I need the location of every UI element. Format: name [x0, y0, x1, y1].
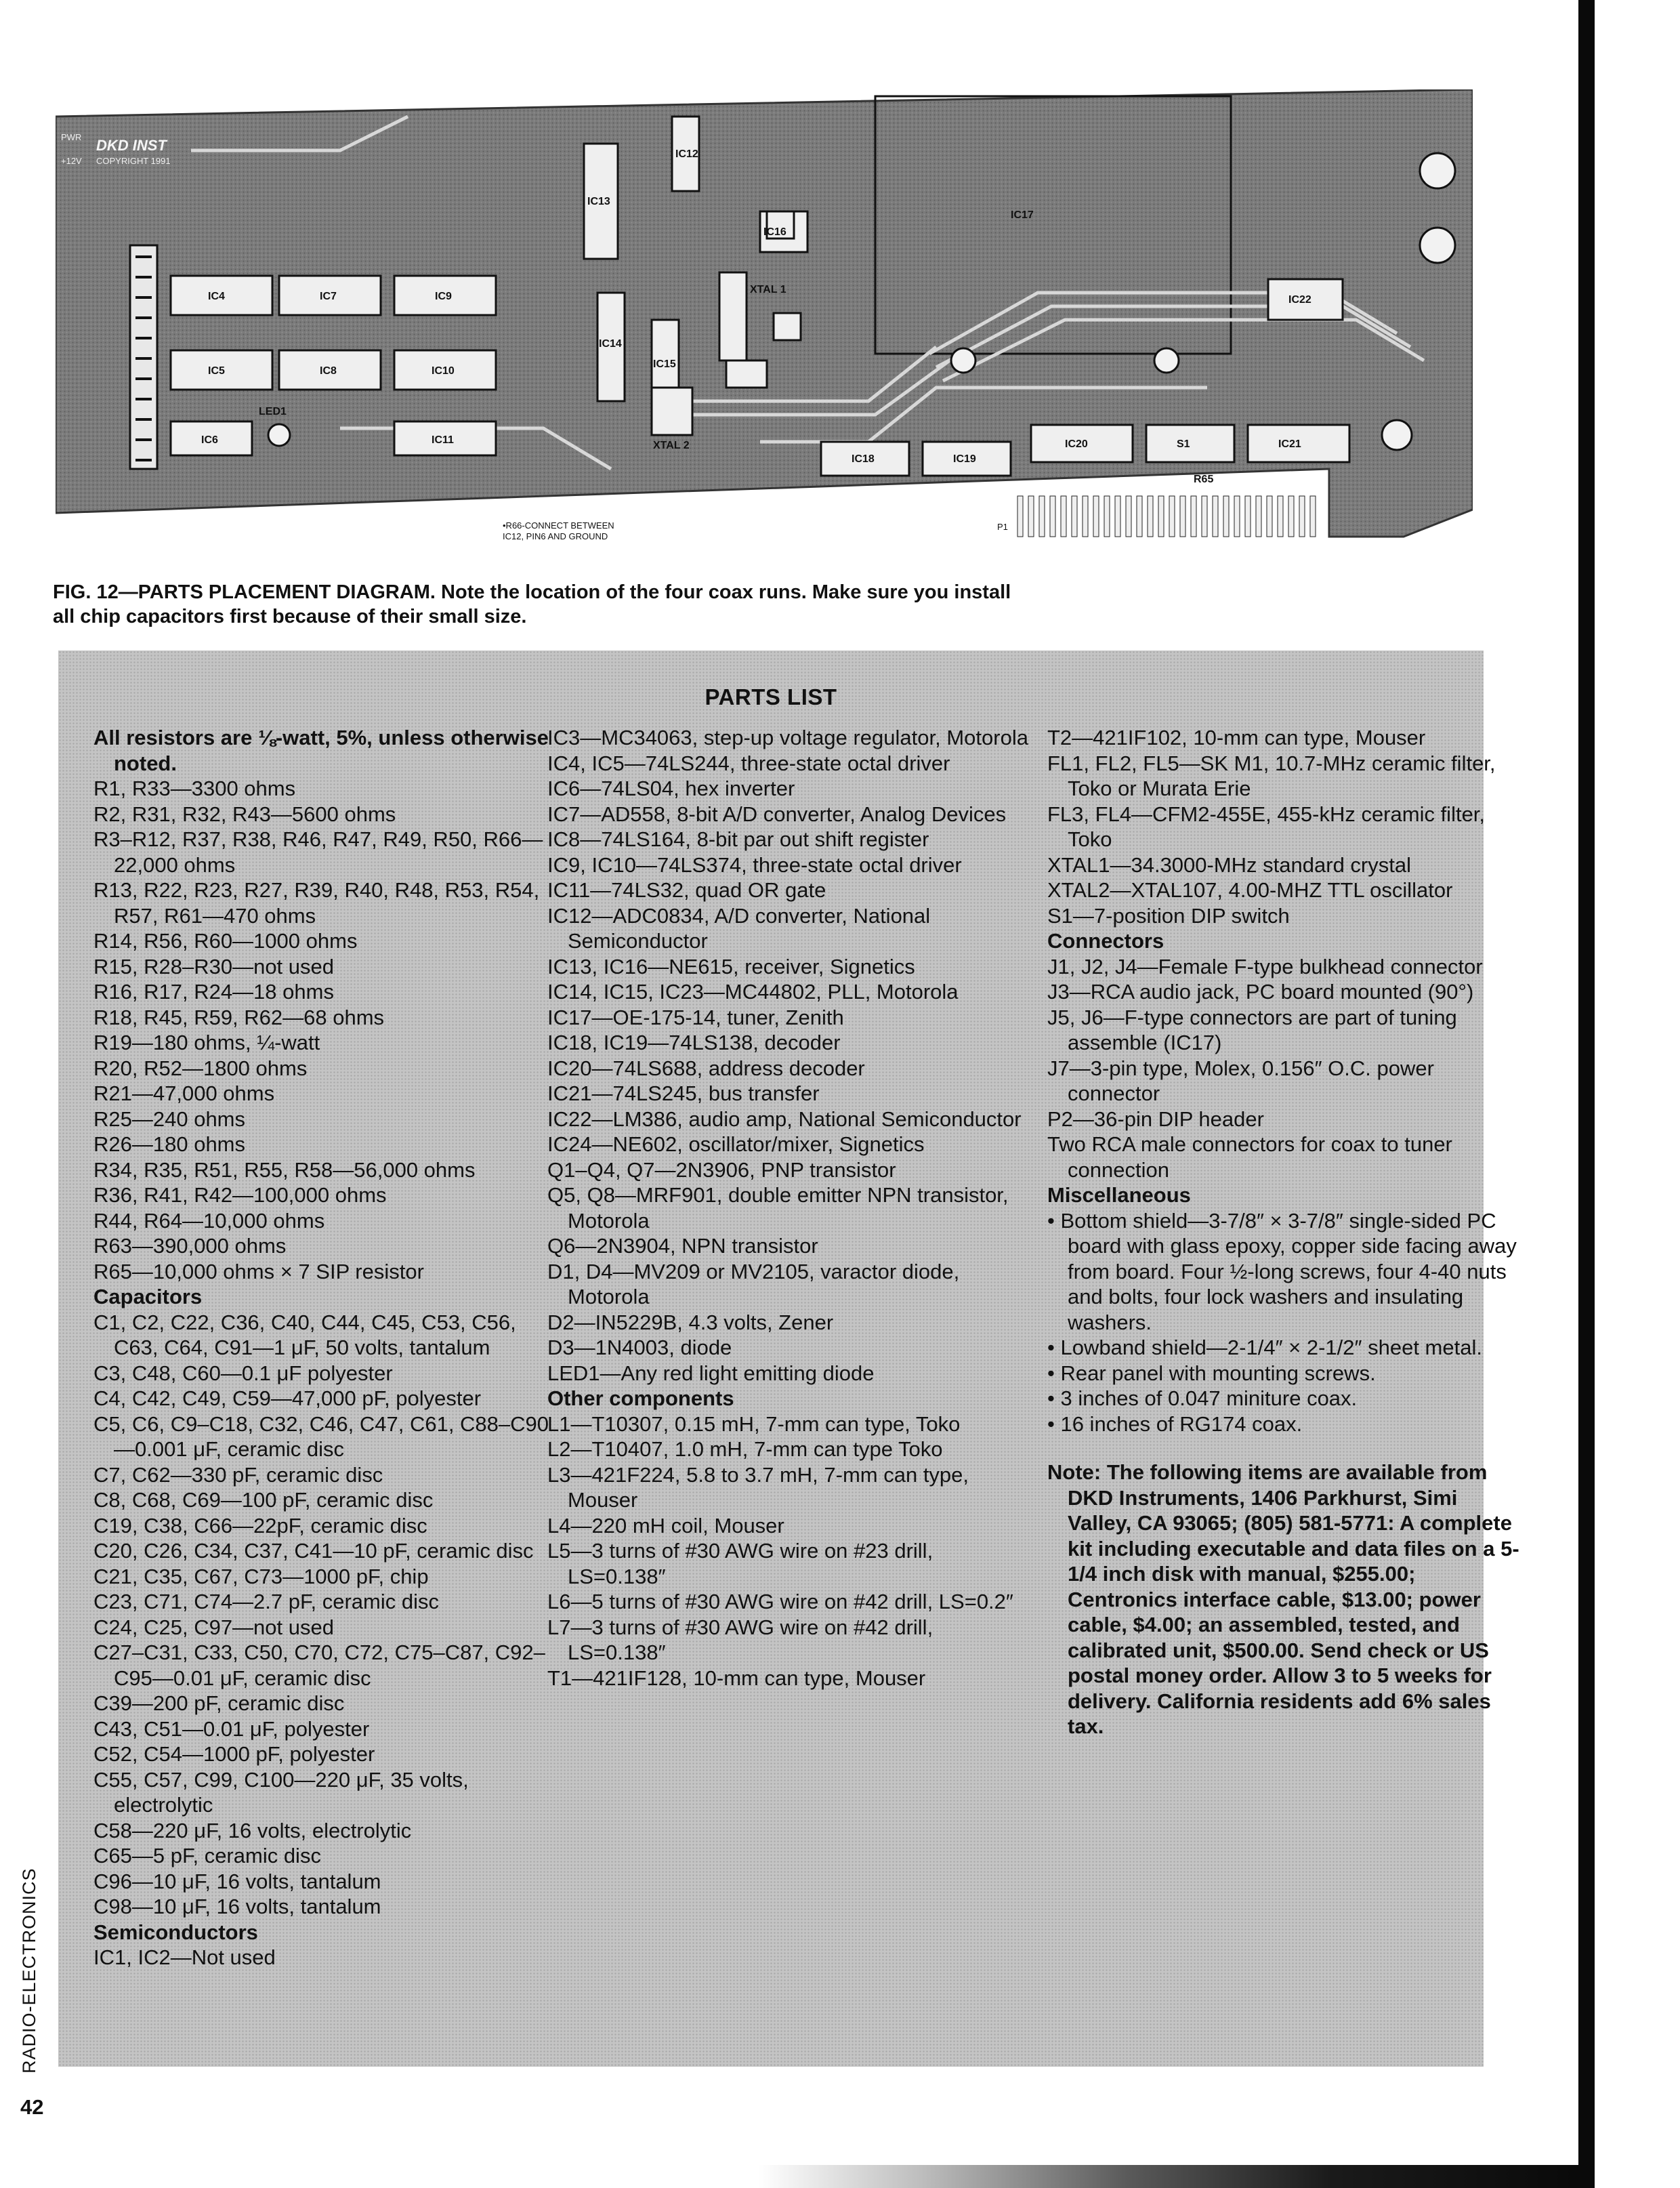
- mount-hole: [1154, 348, 1179, 373]
- p1-label: P1: [997, 522, 1008, 532]
- parts-entry: IC1, IC2—Not used: [93, 1945, 276, 1969]
- parts-entry: C65—5 pF, ceramic disc: [93, 1844, 321, 1867]
- section-heading: Other components: [547, 1386, 734, 1410]
- parts-entry: R44, R64—10,000 ohms: [93, 1208, 325, 1233]
- section-heading: Semiconductors: [93, 1920, 258, 1944]
- scan-shadow: [759, 2165, 1578, 2188]
- mount-hole: [951, 348, 975, 373]
- parts-entry: P2—36-pin DIP header: [1047, 1107, 1264, 1131]
- parts-entry: R2, R31, R32, R43—5600 ohms: [93, 802, 396, 826]
- ic19-label: IC19: [953, 453, 976, 465]
- figure-caption: FIG. 12—PARTS PLACEMENT DIAGRAM. Note the location of the four coax runs. Make sure you install all chip capacitors first because of their small size.: [53, 581, 1011, 627]
- ic6-label: IC6: [201, 434, 218, 446]
- r66-note-line2: IC12, PIN6 AND GROUND: [503, 531, 608, 541]
- parts-entry: IC8—74LS164, 8-bit par out shift register: [547, 827, 929, 851]
- header-p2: [130, 245, 157, 469]
- ic8-label: IC8: [320, 365, 337, 377]
- parts-entry: S1—7-position DIP switch: [1047, 903, 1290, 928]
- xtal2-label: XTAL 2: [653, 440, 690, 451]
- led1-symbol: [268, 424, 290, 446]
- ic5-label: IC5: [208, 365, 225, 377]
- magazine-name: RADIO-ELECTRONICS: [19, 1867, 39, 2073]
- ic18-label: IC18: [852, 453, 875, 465]
- parts-entry: XTAL2—XTAL107, 4.00-MHZ TTL oscillator: [1047, 878, 1453, 902]
- parts-entry: L4—220 mH coil, Mouser: [547, 1513, 784, 1537]
- parts-entry: C7, C62—330 pF, ceramic disc: [93, 1462, 383, 1487]
- ic16-label: IC16: [763, 226, 786, 238]
- ic7-label: IC7: [320, 291, 337, 302]
- ic21-label: IC21: [1278, 438, 1301, 450]
- parts-entry: C1, C2, C22, C36, C40, C44, C45, C53, C56, C63, C64, C91—1 μF, 50 volts, tantalum: [93, 1310, 516, 1359]
- parts-entry: R26—180 ohms: [93, 1132, 246, 1156]
- parts-entry: IC7—AD558, 8-bit A/D converter, Analog Devices: [547, 802, 1007, 826]
- parts-entry: IC17—OE-175-14, tuner, Zenith: [547, 1005, 844, 1029]
- parts-entry: IC9, IC10—74LS374, three-state octal driver: [547, 852, 962, 877]
- parts-entry: T2—421IF102, 10-mm can type, Mouser: [1047, 726, 1426, 749]
- parts-entry: IC3—MC34063, step-up voltage regulator, Motorola: [547, 726, 1028, 749]
- ic20-label: IC20: [1065, 438, 1088, 450]
- r65-label: R65: [1194, 474, 1214, 485]
- parts-entry: R21—47,000 ohms: [93, 1081, 275, 1105]
- parts-entry: C20, C26, C34, C37, C41—10 pF, ceramic disc: [93, 1539, 534, 1563]
- misc-bullet-item: • Bottom shield—3-7/8″ × 3-7/8″ single-sided PC board with glass epoxy, copper side facing away from board. Four ½-long screws, four 4-40 nuts and bolts, four lock washers and insulating washers.: [1047, 1208, 1517, 1334]
- parts-entry: C3, C48, C60—0.1 μF polyester: [93, 1361, 393, 1385]
- parts-entry: C55, C57, C99, C100—220 μF, 35 volts, electrolytic: [93, 1767, 469, 1817]
- s1-label: S1: [1177, 438, 1190, 450]
- parts-column-1: [93, 725, 561, 1970]
- section-heading: Connectors: [1047, 929, 1164, 953]
- edge-connector-p1: [1017, 496, 1316, 537]
- parts-entry: C5, C6, C9–C18, C32, C46, C47, C61, C88–C90—0.001 μF, ceramic disc: [93, 1411, 549, 1461]
- parts-entry: Q1–Q4, Q7—2N3906, PNP transistor: [547, 1157, 896, 1182]
- r66-note-line1: •R66-CONNECT BETWEEN: [503, 520, 614, 531]
- ic12-label: IC12: [675, 148, 698, 160]
- parts-entry: C21, C35, C67, C73—1000 pF, chip: [93, 1564, 429, 1588]
- parts-entry: L3—421F224, 5.8 to 3.7 mH, 7-mm can type, Mouser: [547, 1462, 969, 1512]
- parts-entry: C23, C71, C74—2.7 pF, ceramic disc: [93, 1590, 439, 1613]
- brand-label: DKD INST: [96, 137, 167, 154]
- misc-bullet-item: • Lowband shield—2-1/4″ × 2-1/2″ sheet metal.: [1047, 1336, 1482, 1359]
- parts-entry: IC18, IC19—74LS138, decoder: [547, 1031, 841, 1054]
- parts-column-2: [547, 725, 1035, 1691]
- parts-placement-diagram: [56, 89, 1473, 561]
- parts-entry: J7—3-pin type, Molex, 0.156″ O.C. power connector: [1047, 1056, 1434, 1105]
- parts-entry: FL1, FL2, FL5—SK M1, 10.7-MHz ceramic filter, Toko or Murata Erie: [1047, 751, 1496, 800]
- oscillator-xtal2: [652, 388, 692, 435]
- parts-entry: J3—RCA audio jack, PC board mounted (90°): [1047, 980, 1474, 1004]
- parts-entry: IC4, IC5—74LS244, three-state octal driver: [547, 751, 950, 775]
- parts-entry: T1—421IF128, 10-mm can type, Mouser: [547, 1666, 926, 1690]
- parts-entry: L1—T10307, 0.15 mH, 7-mm can type, Toko: [547, 1411, 961, 1436]
- parts-entry: D3—1N4003, diode: [547, 1336, 732, 1359]
- ic9-label: IC9: [435, 291, 452, 302]
- parts-entry: C8, C68, C69—100 pF, ceramic disc: [93, 1488, 434, 1512]
- section-heading: Miscellaneous: [1047, 1183, 1191, 1207]
- parts-entry: Q5, Q8—MRF901, double emitter NPN transistor, Motorola: [547, 1183, 1009, 1233]
- parts-entry: R25—240 ohms: [93, 1107, 246, 1131]
- parts-entry: L2—T10407, 1.0 mH, 7-mm can type Toko: [547, 1437, 943, 1461]
- parts-entry: FL3, FL4—CFM2-455E, 455-kHz ceramic filter, Toko: [1047, 802, 1486, 851]
- parts-entry: C52, C54—1000 pF, polyester: [93, 1742, 375, 1766]
- parts-entry: L5—3 turns of #30 AWG wire on #23 drill, LS=0.138″: [547, 1539, 933, 1588]
- parts-list-title: PARTS LIST: [705, 684, 837, 709]
- parts-entry: IC11—74LS32, quad OR gate: [547, 878, 826, 902]
- ic17-label: IC17: [1011, 209, 1034, 221]
- parts-entry: C58—220 μF, 16 volts, electrolytic: [93, 1818, 412, 1842]
- parts-entry: IC21—74LS245, bus transfer: [547, 1081, 820, 1105]
- led1-label: LED1: [259, 406, 287, 417]
- parts-entry: R34, R35, R51, R55, R58—56,000 ohms: [93, 1157, 476, 1182]
- ic10-label: IC10: [432, 365, 455, 377]
- parts-entry: R14, R56, R60—1000 ohms: [93, 929, 358, 953]
- parts-entry: R20, R52—1800 ohms: [93, 1056, 308, 1080]
- parts-entry: IC22—LM386, audio amp, National Semiconductor: [547, 1107, 1022, 1131]
- parts-entry: D2—IN5229B, 4.3 volts, Zener: [547, 1310, 834, 1334]
- parts-entry: C98—10 μF, 16 volts, tantalum: [93, 1895, 381, 1918]
- ic13-label: IC13: [587, 196, 610, 207]
- parts-entry: R18, R45, R59, R62—68 ohms: [93, 1005, 385, 1029]
- v12-label: +12V: [61, 156, 82, 166]
- parts-entry: LED1—Any red light emitting diode: [547, 1361, 875, 1385]
- parts-entry: L6—5 turns of #30 AWG wire on #42 drill, LS=0.2″: [547, 1590, 1013, 1613]
- parts-column-3: [1047, 725, 1521, 1739]
- parts-entry: R1, R33—3300 ohms: [93, 777, 296, 800]
- parts-entry: Two RCA male connectors for coax to tuner connection: [1047, 1132, 1452, 1182]
- parts-entry: IC6—74LS04, hex inverter: [547, 777, 795, 800]
- misc-bullet-item: • Rear panel with mounting screws.: [1047, 1361, 1376, 1385]
- parts-entry: R63—390,000 ohms: [93, 1234, 287, 1258]
- ic22-label: IC22: [1288, 294, 1311, 306]
- coil-l1: [726, 360, 767, 388]
- ic4-label: IC4: [208, 291, 225, 302]
- xtal1-label: XTAL 1: [750, 284, 786, 295]
- misc-bullet-item: • 16 inches of RG174 coax.: [1047, 1411, 1303, 1436]
- parts-entry: IC12—ADC0834, A/D converter, National Semiconductor: [547, 903, 931, 953]
- jack-j4: [1420, 228, 1455, 263]
- parts-entry: R36, R41, R42—100,000 ohms: [93, 1183, 387, 1207]
- parts-entry: R19—180 ohms, ¼-watt: [93, 1031, 320, 1054]
- parts-entry: C24, C25, C97—not used: [93, 1615, 334, 1639]
- parts-entry: R65—10,000 ohms × 7 SIP resistor: [93, 1259, 424, 1283]
- parts-entry: D1, D4—MV209 or MV2105, varactor diode, Motorola: [547, 1259, 960, 1308]
- parts-entry: C19, C38, C66—22pF, ceramic disc: [93, 1513, 427, 1537]
- copyright-label: COPYRIGHT 1991: [96, 156, 171, 166]
- jack-j3: [1420, 153, 1455, 188]
- parts-entry: R3–R12, R37, R38, R46, R47, R49, R50, R66—22,000 ohms: [93, 827, 543, 877]
- parts-note-heading: All resistors are ⅛-watt, 5%, unless otherwise noted.: [93, 726, 549, 775]
- parts-entry: C39—200 pF, ceramic disc: [93, 1691, 345, 1715]
- ordering-note: Note: The following items are available from DKD Instruments, 1406 Parkhurst, Simi Valley, CA 93065; (805) 581-5771: A complete kit including executable and data files on a 5-1/4 inch disk with manual, $255.00; Centronics interface cable, $13.00; power cable, $4.00; an assembled, tested, and calibrated unit, $500.00. Send check or US postal money order. Allow 3 to 5 weeks for delivery. California residents add 6% sales tax.: [1047, 1460, 1519, 1738]
- parts-list-box: [58, 651, 1519, 2067]
- switch-s1: [1146, 425, 1234, 462]
- parts-entry: R13, R22, R23, R27, R39, R40, R48, R53, R54, R57, R61—470 ohms: [93, 878, 540, 928]
- parts-entry: Q6—2N3904, NPN transistor: [547, 1234, 818, 1258]
- section-heading: Capacitors: [93, 1285, 203, 1308]
- page-margin-right: [1595, 0, 1680, 2188]
- parts-entry: XTAL1—34.3000-MHz standard crystal: [1047, 852, 1411, 877]
- ic15-label: IC15: [653, 358, 676, 370]
- misc-bullet-item: • 3 inches of 0.047 miniture coax.: [1047, 1386, 1358, 1410]
- crystal-xtal1: [719, 272, 747, 360]
- parts-entry: J5, J6—F-type connectors are part of tuning assemble (IC17): [1047, 1005, 1457, 1054]
- parts-entry: C4, C42, C49, C59—47,000 pF, polyester: [93, 1386, 482, 1410]
- parts-entry: R16, R17, R24—18 ohms: [93, 980, 334, 1004]
- ic11-label: IC11: [432, 434, 454, 446]
- binding-edge-bar: [1578, 0, 1595, 2188]
- parts-entry: R15, R28–R30—not used: [93, 954, 335, 978]
- ic14-label: IC14: [599, 338, 622, 350]
- page-number: 42: [20, 2095, 44, 2119]
- parts-entry: IC20—74LS688, address decoder: [547, 1056, 865, 1080]
- pwr-label: PWR: [61, 132, 82, 142]
- mount-hole: [1382, 420, 1412, 450]
- parts-entry: C96—10 μF, 16 volts, tantalum: [93, 1869, 381, 1893]
- parts-entry: IC24—NE602, oscillator/mixer, Signetics: [547, 1132, 925, 1156]
- parts-entry: C43, C51—0.01 μF, polyester: [93, 1716, 370, 1741]
- parts-entry: C27–C31, C33, C50, C70, C72, C75–C87, C92–C95—0.01 μF, ceramic disc: [93, 1640, 545, 1690]
- parts-entry: IC14, IC15, IC23—MC44802, PLL, Motorola: [547, 980, 959, 1004]
- parts-entry: IC13, IC16—NE615, receiver, Signetics: [547, 954, 915, 978]
- parts-entry: J1, J2, J4—Female F-type bulkhead connector: [1047, 954, 1483, 978]
- coil-l2: [774, 313, 801, 340]
- parts-entry: L7—3 turns of #30 AWG wire on #42 drill, LS=0.138″: [547, 1615, 933, 1664]
